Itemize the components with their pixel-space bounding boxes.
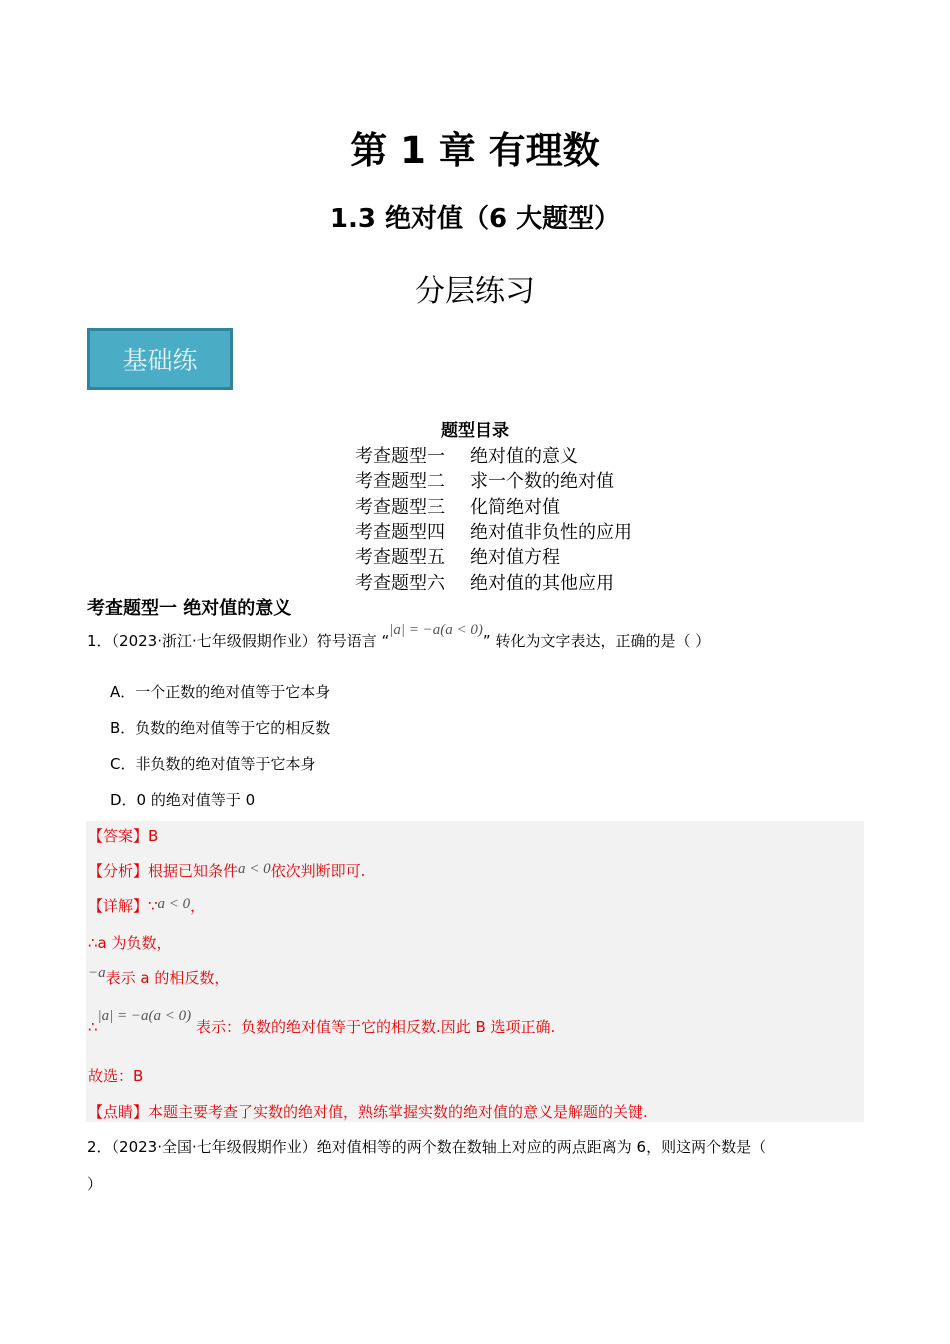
line4-text: 表示：负数的绝对值等于它的相反数.因此 B 选项正确. — [195, 1018, 556, 1036]
question-2: 2．（2023·全国·七年级假期作业）绝对值相等的两个数在数轴上对应的两点距离为 6，则这两个数是（ — [87, 1138, 767, 1156]
line3-text: 表示 a 的相反数， — [105, 969, 230, 987]
option-b: B．负数的绝对值等于它的相反数 — [110, 719, 331, 737]
detail — [88, 895, 205, 916]
therefore-symbol: ∴ — [88, 1018, 98, 1036]
level-badge: 基础练 — [87, 328, 233, 390]
toc-item — [355, 467, 614, 493]
toc-num: 考查题型四 — [355, 522, 445, 543]
q1-prefix: 1．（2023·浙江·七年级假期作业）符号语言 “ — [87, 632, 390, 650]
toc-item — [355, 543, 560, 569]
detail-formula: a < 0 — [157, 896, 191, 912]
section-heading: 考查题型一 绝对值的意义 — [87, 598, 292, 619]
toc-num: 考查题型一 — [355, 446, 445, 467]
answer: 【答案】B — [88, 827, 159, 845]
detail-comma: ， — [190, 897, 206, 915]
choice: 故选：B — [88, 1067, 144, 1085]
section-title: 1.3 绝对值（6 大题型） — [329, 204, 621, 234]
toc-item — [355, 493, 560, 519]
toc-name: 绝对值非负性的应用 — [470, 522, 632, 543]
analysis-formula: a < 0 — [238, 861, 271, 877]
analysis-text: 【分析】根据已知条件 — [88, 862, 239, 880]
q1-suffix: ” 转化为文字表达，正确的是（ ） — [482, 632, 711, 650]
toc-num: 考查题型六 — [355, 573, 445, 594]
analysis-text-end: 依次判断即可. — [270, 862, 366, 880]
toc-item — [355, 442, 578, 468]
line4-formula: |a| = −a(a < 0) — [97, 1008, 192, 1024]
toc-title: 题型目录 — [441, 421, 509, 441]
option-a: A．一个正数的绝对值等于它本身 — [110, 683, 331, 701]
question-2-cont: ） — [87, 1175, 103, 1193]
toc-name: 绝对值的其他应用 — [470, 573, 614, 594]
toc-num: 考查题型五 — [355, 547, 445, 568]
analysis — [88, 860, 365, 881]
detail-text: 【详解】∵ — [88, 897, 158, 915]
toc-num: 考查题型三 — [355, 497, 445, 518]
toc-name: 化简绝对值 — [470, 497, 560, 518]
q1-formula: |a| = −a(a < 0) — [389, 622, 483, 638]
detail-line-3 — [88, 967, 229, 988]
line3-formula: −a — [88, 965, 106, 981]
question-1 — [87, 622, 711, 651]
toc-item — [355, 569, 614, 595]
toc-name: 求一个数的绝对值 — [470, 471, 614, 492]
detail-line-4 — [88, 1008, 556, 1037]
toc-num: 考查题型二 — [355, 471, 445, 492]
detail-line-2: ∴a 为负数， — [88, 934, 172, 952]
toc-name: 绝对值方程 — [470, 547, 560, 568]
chapter-title: 第 1 章 有理数 — [350, 129, 600, 172]
option-c: C．非负数的绝对值等于它本身 — [110, 755, 316, 773]
toc-name: 绝对值的意义 — [470, 446, 578, 467]
toc-item — [355, 518, 632, 544]
comment: 【点睛】本题主要考查了实数的绝对值，熟练掌握实数的绝对值的意义是解题的关键. — [88, 1103, 648, 1121]
option-d: D．0 的绝对值等于 0 — [110, 791, 256, 809]
practice-title: 分层练习 — [415, 274, 535, 309]
